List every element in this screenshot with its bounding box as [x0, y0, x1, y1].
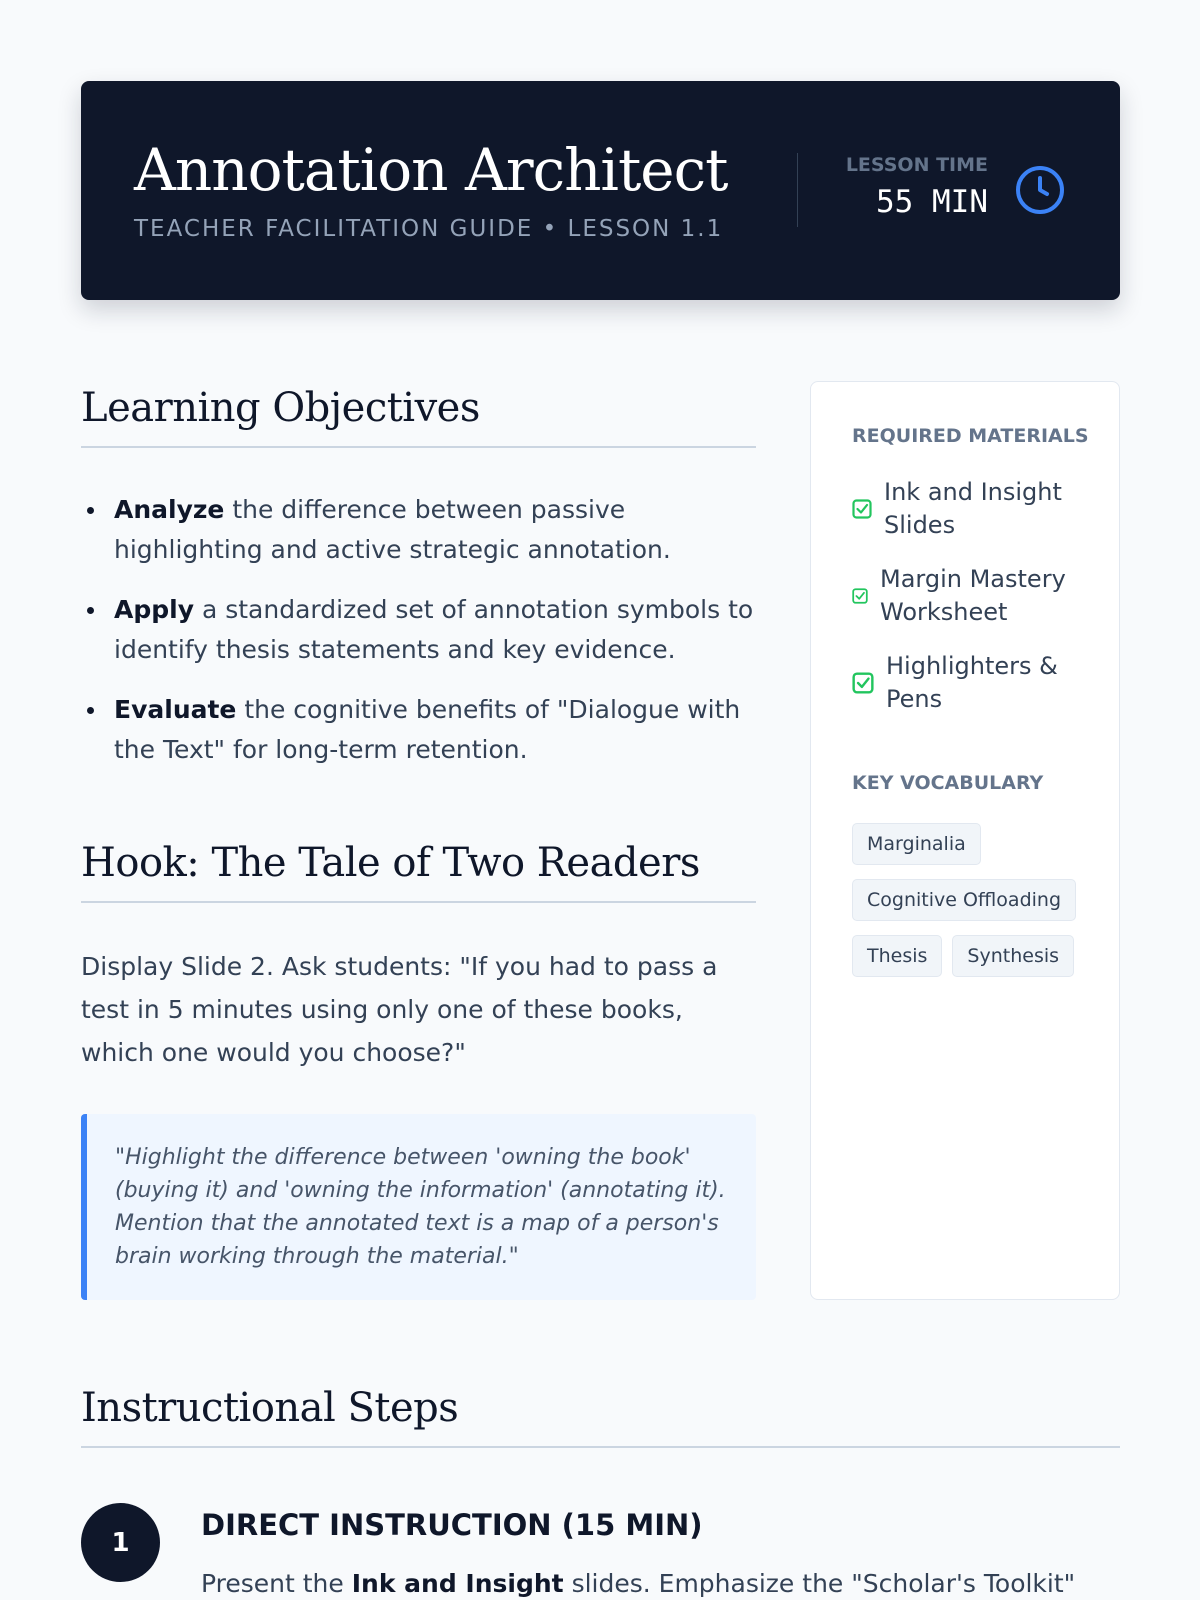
- materials-label: REQUIRED MATERIALS: [852, 425, 1089, 447]
- steps-heading: Instructional Steps: [81, 1385, 459, 1431]
- check-square-icon: [852, 672, 874, 694]
- objective-verb: Analyze: [114, 495, 225, 524]
- teacher-note-callout: "Highlight the difference between 'owning the book' (buying it) and 'owning the information' (annotating it). Mention that the annotated text is a map of a person's brain working through the material.": [81, 1114, 756, 1300]
- header-divider: [797, 153, 798, 227]
- vocabulary-tags: [852, 823, 1102, 991]
- materials-sidebar: [810, 381, 1120, 1300]
- step-text-after: slides. Emphasize the "Scholar's Toolkit": [563, 1569, 1076, 1598]
- material-label: Highlighters & Pens: [886, 652, 1058, 713]
- hook-heading: Hook: The Tale of Two Readers: [81, 840, 700, 886]
- step-number-badge: 1: [81, 1503, 160, 1582]
- lesson-header: [81, 81, 1120, 300]
- objective-verb: Evaluate: [114, 695, 237, 724]
- lesson-time-value: 55 MIN: [876, 184, 988, 220]
- step-text-before: Present the: [201, 1569, 352, 1598]
- hook-text: Display Slide 2. Ask students: "If you had to pass a test in 5 minutes using only one of these books, which one would you choose?": [81, 952, 718, 1067]
- objective-text: the difference between passive highlighting and active strategic annotation.: [114, 495, 671, 564]
- objective-verb: Apply: [114, 595, 195, 624]
- list-item: [81, 490, 756, 570]
- step-title: DIRECT INSTRUCTION (15 MIN): [201, 1508, 703, 1542]
- vocabulary-label: KEY VOCABULARY: [852, 772, 1044, 794]
- list-item: [81, 590, 756, 670]
- step-text: [201, 1565, 1121, 1600]
- check-square-icon: [852, 499, 872, 519]
- objectives-list: [81, 490, 756, 790]
- objective-text: the cognitive benefits of "Dialogue with the Text" for long-term retention.: [114, 695, 741, 764]
- material-item: [852, 650, 1102, 716]
- vocab-tag: Synthesis: [952, 935, 1074, 977]
- page-subtitle: TEACHER FACILITATION GUIDE • LESSON 1.1: [134, 216, 724, 242]
- objectives-rule: [81, 446, 756, 448]
- material-label: Ink and Insight Slides: [884, 478, 1062, 539]
- vocab-tag: Thesis: [852, 935, 942, 977]
- material-item: [852, 563, 1102, 629]
- vocab-tag: Marginalia: [852, 823, 981, 865]
- objective-text: a standardized set of annotation symbols to identify thesis statements and key evidence.: [114, 595, 754, 664]
- material-item: [852, 476, 1102, 542]
- hook-rule: [81, 901, 756, 903]
- page-title: Annotation Architect: [134, 136, 728, 204]
- list-item: [81, 690, 756, 770]
- material-label: Margin Mastery Worksheet: [880, 565, 1066, 626]
- check-square-icon: [852, 588, 868, 604]
- lesson-time-label: LESSON TIME: [845, 154, 988, 176]
- vocab-tag: Cognitive Offloading: [852, 879, 1076, 921]
- clock-icon: [1014, 164, 1066, 216]
- step-text-bold: Ink and Insight: [351, 1569, 564, 1598]
- objectives-heading: Learning Objectives: [81, 385, 480, 431]
- steps-rule: [81, 1446, 1120, 1448]
